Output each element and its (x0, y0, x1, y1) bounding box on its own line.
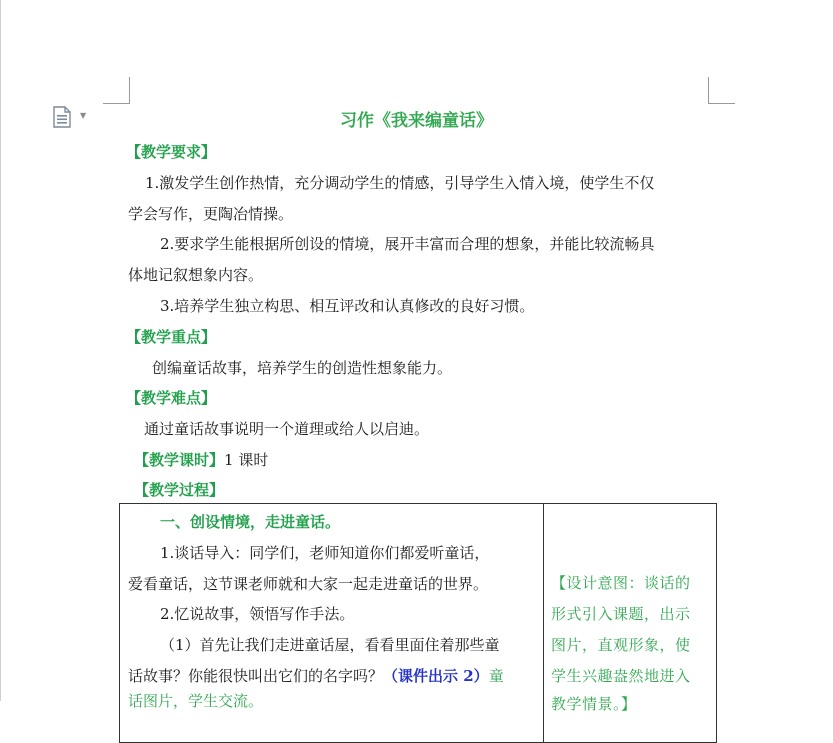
design-intent-line-5: 教学情景。】 (551, 695, 637, 713)
requirement-2-line-1: 2.要求学生能根据所创设的情境，展开丰富而合理的想象，并能比较流畅具 (160, 235, 655, 253)
design-intent-line-1: 【设计意图：谈话的 (551, 574, 691, 592)
table-column-divider (543, 503, 544, 743)
courseware-note: （课件出示 2） (383, 667, 489, 685)
process-p3-line-3: 话图片，学生交流。 (128, 692, 264, 710)
hours-value: 1 课时 (224, 451, 269, 469)
process-p1-line-1: 1.谈话导入：同学们，老师知道你们都爱听童话， (160, 544, 490, 562)
requirement-2-line-2: 体地记叙想象内容。 (128, 266, 264, 284)
heading-difficulties: 【教学难点】 (126, 389, 217, 407)
heading-process: 【教学过程】 (134, 481, 225, 499)
process-p3-tail: 童 (488, 667, 504, 685)
difficulties-text: 通过童话故事说明一个道理或给人以启迪。 (144, 420, 430, 438)
process-p3-line-2 (128, 665, 504, 686)
hours-label: 【教学课时】 (134, 451, 225, 469)
process-p1-line-2: 爱看童话，这节课老师就和大家一起走进童话的世界。 (128, 575, 489, 593)
design-intent-line-2: 形式引入课题，出示 (551, 605, 691, 623)
section-1-heading: 一、创设情境，走进童话。 (160, 513, 341, 531)
process-p3-text: 话故事？你能很快叫出它们的名字吗？ (128, 667, 384, 685)
heading-hours (134, 449, 268, 470)
margin-corner-top-left (103, 77, 130, 104)
requirement-1-line-2: 学会写作，更陶冶情操。 (128, 205, 294, 223)
heading-requirements: 【教学要求】 (126, 143, 217, 161)
document-title: 习作《我来编童话》 (340, 111, 493, 131)
process-p3-line-1: （1）首先让我们走进童话屋，看看里面住着那些童 (160, 636, 500, 654)
heading-key-points: 【教学重点】 (126, 328, 217, 346)
key-points-text: 创编童话故事，培养学生的创造性想象能力。 (152, 359, 453, 377)
design-intent-line-4: 学生兴趣盎然地进入 (551, 667, 691, 685)
margin-corner-top-right (708, 77, 735, 104)
chevron-down-icon[interactable]: ▼ (80, 111, 87, 120)
design-intent-line-3: 图片，直观形象，使 (551, 636, 691, 654)
requirement-3: 3.培养学生独立构思、相互评改和认真修改的良好习惯。 (160, 297, 535, 315)
requirement-1-line-1: 1.激发学生创作热情，充分调动学生的情感，引导学生入情入境，使学生不仅 (145, 174, 655, 192)
process-p2: 2.忆说故事，领悟写作手法。 (160, 605, 355, 623)
